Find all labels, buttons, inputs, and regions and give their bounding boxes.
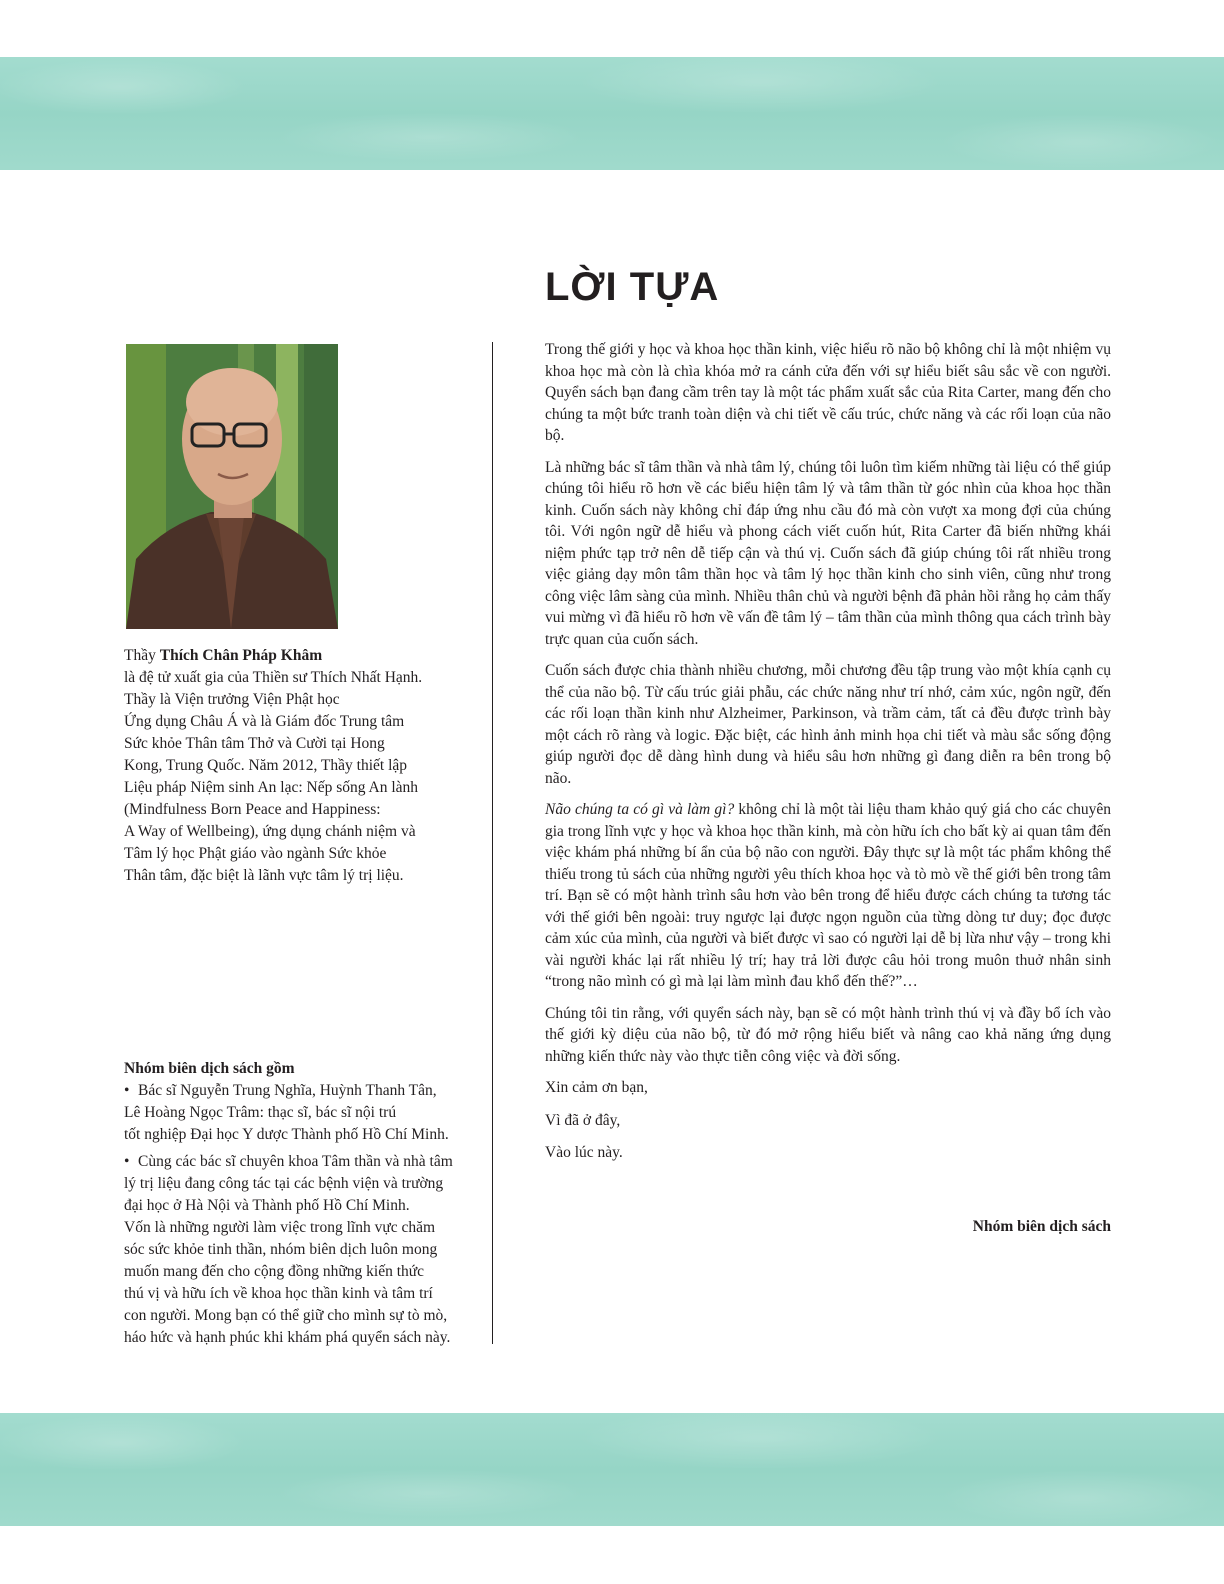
page-title: LỜI TỰA <box>545 265 720 309</box>
team-closing-line: con người. Mong bạn có thể giữ cho mình sự tò mò, <box>124 1307 448 1324</box>
team-bullet-line: lý trị liệu đang công tác tại các bệnh viện và trường <box>124 1175 444 1192</box>
bio-line: A Way of Wellbeing), ứng dụng chánh niệm và <box>124 823 416 840</box>
team-closing-line: thú vị và hữu ích về khoa học thần kinh và tâm trí <box>124 1285 433 1302</box>
author-caption: Thầy Thích Chân Pháp Khâm <box>124 647 323 664</box>
bullet-icon: • <box>124 1082 130 1099</box>
bottom-decorative-band <box>0 1413 1224 1526</box>
book-title-italic: Não chúng ta có gì và làm gì? <box>545 801 735 818</box>
bio-line: (Mindfulness Born Peace and Happiness: <box>124 801 381 818</box>
team-bullet-line: Lê Hoàng Ngọc Trâm: thạc sĩ, bác sĩ nội trú <box>124 1104 397 1121</box>
team-closing-line: muốn mang đến cho cộng đồng những kiến thức <box>124 1263 425 1280</box>
team-bullet-line: • Bác sĩ Nguyễn Trung Nghĩa, Huỳnh Thanh Tân, <box>124 1080 484 1102</box>
translation-team <box>124 1058 484 1349</box>
team-closing-line: sóc sức khỏe tinh thần, nhóm biên dịch luôn mong <box>124 1241 438 1258</box>
column-divider <box>492 342 493 1344</box>
author-portrait <box>126 344 338 629</box>
team-closing-line: Vốn là những người làm việc trong lĩnh vực chăm <box>124 1219 436 1236</box>
preface-body <box>545 339 1111 1175</box>
bio-line: Tâm lý học Phật giáo vào ngành Sức khỏe <box>124 845 387 862</box>
preface-paragraph: Não chúng ta có gì và làm gì? không chỉ là một tài liệu tham khảo quý giá cho các chuyên gia trong lĩnh vực y học và khoa học thần kinh, mà còn hữu ích cho bất kỳ ai quan tâm đến việc khám phá những bí ẩn của bộ não con người. Đây thực sự là một tác phẩm không thể thiếu trong tủ sách của những người yêu thích khoa học và tò mò về thế giới bên trong tâm trí. Bạn sẽ có một hành trình sâu hơn vào bên trong để hiểu được cách chúng ta tương tác với thế giới bên ngoài: truy ngược lại được ngọn nguồn của từng dòng tư duy; đọc được cảm xúc của mình, của người và biết được vì sao có người lại dễ bị lừa như vậy – trong khi vài người khác lại rất nhiều lý trí; hay trả lời được câu hỏi trong muôn thuở nhân sinh “trong não mình có gì mà lại làm mình đau khổ đến thế?”… <box>545 801 1111 990</box>
preface-paragraph: Chúng tôi tin rằng, với quyển sách này, bạn sẽ có một hành trình thú vị và đầy bổ ích vào thế giới kỳ diệu của não bộ, từ đó mở rộng hiểu biết và nâng cao khả năng ứng dụng những kiến thức này vào thực tiễn công việc và đời sống. <box>545 1004 1111 1065</box>
team-bullet-line: • Cùng các bác sĩ chuyên khoa Tâm thần và nhà tâm <box>124 1151 484 1173</box>
team-bullet-line: tốt nghiệp Đại học Y dược Thành phố Hồ Chí Minh. <box>124 1126 449 1143</box>
closing-line: Vì đã ở đây, <box>545 1111 621 1129</box>
team-bullet-line: đại học ở Hà Nội và Thành phố Hồ Chí Minh. <box>124 1197 410 1214</box>
author-bio <box>124 645 484 887</box>
bio-line: là đệ tử xuất gia của Thiền sư Thích Nhất Hạnh. <box>124 669 423 686</box>
closing-line: Xin cảm ơn bạn, <box>545 1079 648 1096</box>
preface-paragraph: Là những bác sĩ tâm thần và nhà tâm lý, chúng tôi luôn tìm kiếm những tài liệu có thể giúp chúng tôi hiểu rõ hơn về các biểu hiện tâm lý và tâm thần từ góc nhìn của khoa học thần kinh. Cuốn sách này không chỉ đáp ứng nhu cầu đó mà còn vượt xa mong đợi của chúng tôi. Với ngôn ngữ dễ hiểu và phong cách viết cuốn hút, Rita Carter đã biến những khái niệm phức tạp trở nên dễ tiếp cận và thú vị. Cuốn sách đã giúp chúng tôi rất nhiều trong việc giảng dạy môn tâm thần học và tâm lý học thần kinh cho sinh viên, cũng như trong công việc lâm sàng của mình. Nhiều thân chủ và người bệnh đã phản hồi rằng họ cảm thấy vui mừng vì đã hiểu rõ hơn về vấn đề tâm lý – tâm thần của mình thông qua cách trình bày trực quan của cuốn sách. <box>545 458 1111 648</box>
signature: Nhóm biên dịch sách <box>972 1218 1111 1235</box>
team-closing-line: háo hức và hạnh phúc khi khám phá quyển sách này. <box>124 1329 451 1346</box>
author-name: Thích Chân Pháp Khâm <box>159 647 323 664</box>
bio-line: Kong, Trung Quốc. Năm 2012, Thầy thiết lập <box>124 757 408 774</box>
bullet-icon: • <box>124 1153 130 1170</box>
preface-paragraph: Cuốn sách được chia thành nhiều chương, mỗi chương đều tập trung vào một khía cạnh cụ thể của não bộ. Từ cấu trúc giải phẫu, các chức năng như trí nhớ, cảm xúc, ngôn ngữ, đến các rối loạn thần kinh như Alzheimer, Parkinson, và trầm cảm, tất cả đều được trình bày một cách rõ ràng và logic. Đặc biệt, các hình ảnh minh họa chi tiết và màu sắc sống động giúp người đọc dễ dàng hình dung và hiểu sâu hơn những gì đang diễn ra bên trong bộ não. <box>545 662 1111 787</box>
preface-paragraph: Trong thế giới y học và khoa học thần kinh, việc hiểu rõ não bộ không chỉ là một nhiệm vụ khoa học mà còn là chìa khóa mở ra cánh cửa đến với sự hiểu biết sâu sắc về con người. Quyển sách bạn đang cầm trên tay là một tác phẩm xuất sắc của Rita Carter, mang đến cho chúng ta một bức tranh toàn diện và chi tiết về cấu trúc, chức năng và các rối loạn của não bộ. <box>545 341 1111 444</box>
bio-line: Ứng dụng Châu Á và là Giám đốc Trung tâm <box>124 713 405 730</box>
bio-line: Sức khỏe Thân tâm Thở và Cười tại Hong <box>124 735 385 752</box>
bio-line: Thầy là Viện trưởng Viện Phật học <box>124 691 340 708</box>
closing-line: Vào lúc này. <box>545 1144 623 1161</box>
team-heading: Nhóm biên dịch sách gồm <box>124 1060 295 1077</box>
bio-line: Liệu pháp Niệm sinh An lạc: Nếp sống An lành <box>124 779 419 796</box>
bio-line: Thân tâm, đặc biệt là lãnh vực tâm lý trị liệu. <box>124 867 404 884</box>
top-decorative-band <box>0 57 1224 170</box>
